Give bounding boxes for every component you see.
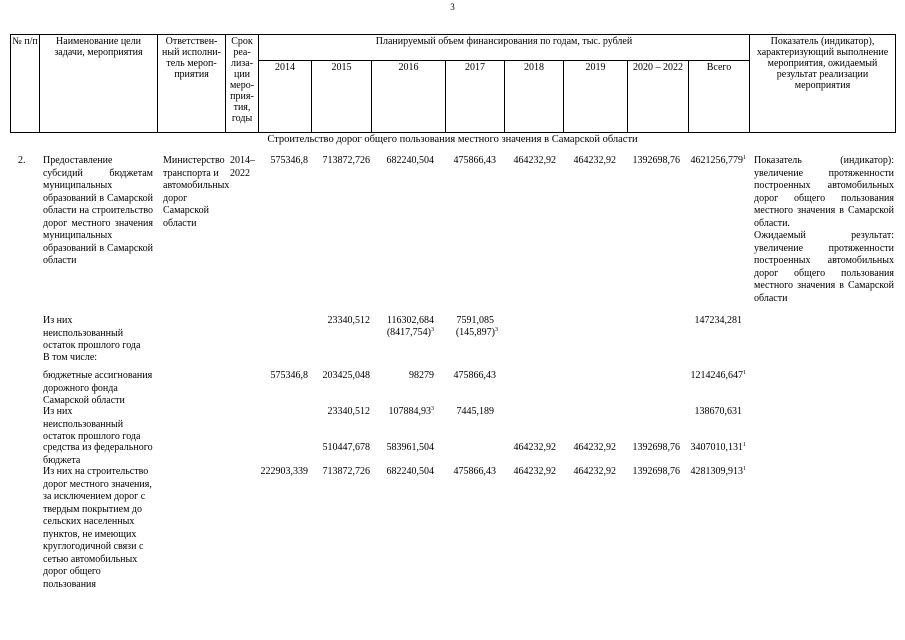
row-budget-label: бюджетные ассигнования дорожного фонда Самарской области — [43, 370, 153, 406]
footnote-mark: 1 — [743, 370, 746, 376]
row-main-name: Предоставление субсидий бюджетам муниципальных образований в Самарской области на строительство дорог местного значения муниципальных образований в Самарской области — [43, 155, 153, 266]
value-2017: 475866,43 — [453, 370, 496, 381]
row-unused-label: Из них неиспользованный остаток прошлого года — [43, 406, 141, 442]
value-2015: 713872,726 — [322, 155, 370, 166]
header-year: 2015 — [312, 61, 372, 133]
value-2017-note: $(145,897)^3$ — [455, 327, 498, 338]
including-label: В том числе: — [43, 352, 98, 363]
value-2015: 203425,048 — [322, 370, 370, 381]
page-number: 3 — [450, 2, 455, 12]
value-2020-2022: 1392698,76 — [632, 155, 680, 166]
value-2014: 575346,8 — [270, 155, 308, 166]
value-2017: 7591,085 — [456, 315, 494, 326]
value-2017: 475866,43 — [453, 155, 496, 166]
table-header — [10, 34, 896, 133]
header-indicator: Показатель (индикатор), характеризующий выполнение мероприятия, ожидаемый результат реализации мероприятия — [750, 35, 896, 133]
section-title: Строительство дорог общего пользования местного значения в Самарской области — [267, 134, 638, 145]
header-year: 2014 — [259, 61, 312, 133]
value-2015: 510447,678 — [322, 442, 370, 453]
header-year: 2017 — [446, 61, 505, 133]
value-2017: 7445,189 — [456, 406, 494, 417]
row-construction-label: Из них на строительство дорог местного значения, за исключением дорог с твердым покрытием до сельских населенных пунктов, не имеющих круглогодичной связи с сетью автомобильных дорог общего пользования — [43, 466, 152, 590]
value-2020-2022: 1392698,76 — [632, 466, 680, 477]
value-2016: 682240,504 — [386, 466, 434, 477]
footnote-mark: 1 — [743, 442, 746, 448]
header-year: Всего — [689, 61, 750, 133]
footnote-mark: 3 — [495, 327, 498, 333]
footnote-mark: 3 — [431, 406, 434, 412]
header-term: Срок реа-лиза-ции меро-прия-тия, годы — [226, 35, 259, 133]
header-name: Наименование цели задачи, мероприятия — [40, 35, 158, 133]
value-2016: 98279 — [409, 370, 434, 381]
value-2016: 116302,684 — [386, 315, 434, 326]
value-2016: 682240,504 — [386, 155, 434, 166]
header-plan: Планируемый объем финансирования по годам, тыс. рублей — [259, 35, 750, 61]
indicator-text: Показатель (индикатор): увеличение протяженности построенных автомобильных дорог общего пользования местного значения в Самарской области. — [754, 155, 894, 229]
footnote-mark: 1 — [743, 466, 746, 472]
value-2020-2022: 1392698,76 — [632, 442, 680, 453]
footnote-mark: 1 — [743, 155, 746, 161]
value-2016: 583961,504 — [386, 442, 434, 453]
header-year: 2020 – 2022 — [628, 61, 689, 133]
value-2015: 23340,512 — [327, 315, 370, 326]
header-year: 2016 — [372, 61, 446, 133]
value-2019: 464232,92 — [573, 155, 616, 166]
value-2019: 464232,92 — [573, 466, 616, 477]
value-total: 138670,631 — [694, 406, 742, 417]
value-2014: 222903,339 — [260, 466, 308, 477]
footnote-mark: 3 — [431, 327, 434, 333]
value-total: 4281309,913$^1$ — [690, 466, 746, 477]
row-main-term: 2014–2022 — [230, 155, 255, 179]
value-2019: 464232,92 — [573, 442, 616, 453]
row-federal-label: средства из федерального бюджета — [43, 442, 153, 466]
header-num: № п/п — [11, 35, 40, 133]
row-number: 2. — [18, 155, 26, 166]
expected-result-text: Ожидаемый результат: увеличение протяженности построенных автомобильных дорог общего пользования местного значения в Самарской области — [754, 230, 894, 304]
value-2014: 575346,8 — [270, 370, 308, 381]
value-2017: 475866,43 — [453, 466, 496, 477]
value-2015: 23340,512 — [327, 406, 370, 417]
header-year: 2019 — [564, 61, 628, 133]
value-2016-note: $(8417,754)^3$ — [386, 327, 434, 338]
value-2018: 464232,92 — [513, 466, 556, 477]
row-unused-label: Из них неиспользованный остаток прошлого года — [43, 315, 141, 351]
row-main-responsible: Министерство транспорта и автомобильных дорог Самарской области — [163, 155, 230, 229]
value-total: 147234,281 — [694, 315, 742, 326]
value-2016: 107884,93$^3$ — [388, 406, 434, 417]
value-2018: 464232,92 — [513, 442, 556, 453]
value-total: 4621256,779$^1$ — [690, 155, 746, 166]
value-total: 3407010,131$^1$ — [690, 442, 746, 453]
header-year: 2018 — [505, 61, 564, 133]
header-responsible: Ответствен-ный исполни-тель мероп-приятия — [158, 35, 226, 133]
value-total: 1214246,647$^1$ — [690, 370, 746, 381]
value-2018: 464232,92 — [513, 155, 556, 166]
value-2015: 713872,726 — [322, 466, 370, 477]
